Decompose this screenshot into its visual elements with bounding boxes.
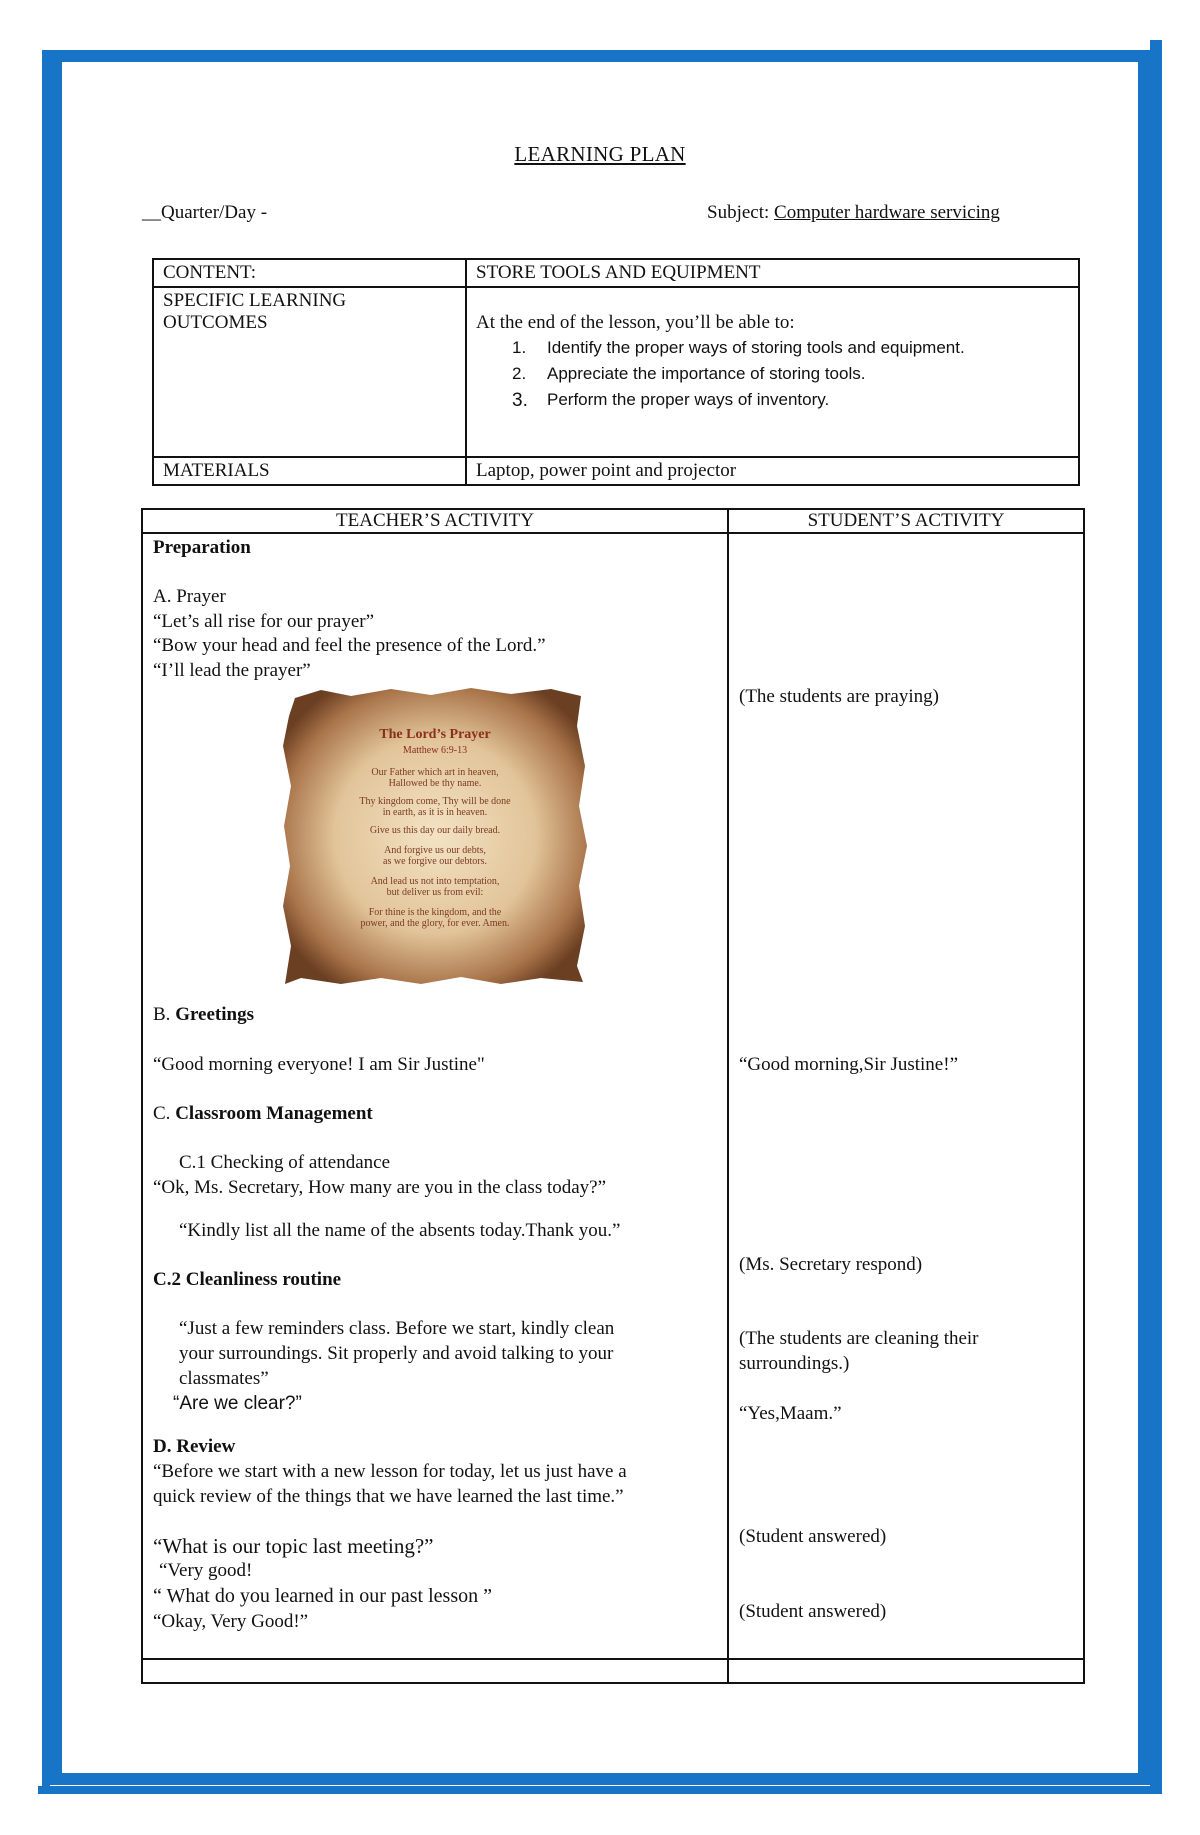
empty-cell-right (728, 1659, 1084, 1683)
parchment-line: Our Father which art in heaven, (371, 767, 499, 778)
content-row (153, 259, 1079, 287)
frame-edge-right (1150, 40, 1162, 1792)
lords-prayer-image (281, 686, 589, 986)
student-praying: (The students are praying) (739, 686, 939, 707)
subject-label: Subject: (707, 202, 770, 223)
parchment-line: And lead us not into temptation, (370, 876, 500, 887)
student-answered: (Student answered) (739, 1601, 887, 1622)
outcome-item (512, 390, 1069, 412)
cleanliness-line: your surroundings. Sit properly and avoid talking to your (179, 1343, 614, 1364)
outcomes-row (153, 287, 1079, 457)
outcome-text: Identify the proper ways of storing tools and equipment. (547, 338, 965, 357)
outcomes-label-line-1: SPECIFIC LEARNING (163, 290, 347, 311)
frame-edge-bottom (38, 1786, 1162, 1794)
preparation-heading: Preparation (153, 537, 251, 558)
materials-value: Laptop, power point and projector (466, 457, 1079, 485)
clear-question: “Are we clear?” (173, 1393, 302, 1414)
classroom-management-heading (153, 1103, 373, 1125)
activities-header-row (142, 509, 1084, 533)
outcome-number: 3. (512, 390, 528, 411)
teacher-column (142, 533, 728, 1659)
parchment-line: in earth, as it is in heaven. (382, 807, 488, 818)
attendance-list-request: “Kindly list all the name of the absents today.Thank you.” (179, 1220, 621, 1241)
review-line: quick review of the things that we have learned the last time.” (153, 1486, 624, 1507)
quarter-day: __Quarter/Day - (142, 202, 268, 223)
parchment-line: Hallowed be thy name. (388, 778, 482, 789)
greetings-line: “Good morning everyone! I am Sir Justine" (153, 1054, 485, 1075)
teacher-header: TEACHER’S ACTIVITY (142, 509, 728, 533)
outcomes-intro: At the end of the lesson, you’ll be able to: (476, 312, 795, 333)
outcome-number: 2. (512, 364, 527, 383)
cleanliness-heading: C.2 Cleanliness routine (153, 1269, 342, 1290)
materials-label: MATERIALS (153, 457, 466, 485)
prayer-line: “Bow your head and feel the presence of the Lord.” (153, 635, 546, 656)
content-label: CONTENT: (153, 259, 466, 287)
very-good: “Very good! (159, 1560, 253, 1581)
parchment-line: Give us this day our daily bread. (369, 825, 501, 836)
outcome-text: Appreciate the importance of storing tools. (547, 364, 866, 383)
cleanliness-line: classmates” (179, 1368, 269, 1389)
cm-title: Classroom Management (175, 1103, 373, 1124)
outcomes-cell (466, 287, 1079, 457)
student-column (728, 533, 1084, 1659)
student-secretary: (Ms. Secretary respond) (739, 1254, 923, 1275)
activities-table (141, 508, 1085, 1684)
prayer-line: “Let’s all rise for our prayer” (153, 611, 375, 632)
content-value: STORE TOOLS AND EQUIPMENT (466, 259, 1079, 287)
activities-empty-row (142, 1659, 1084, 1683)
student-cleaning: (The students are cleaning their (739, 1328, 979, 1349)
student-answered: (Student answered) (739, 1526, 887, 1547)
parchment-ref: Matthew 6:9-13 (402, 745, 468, 756)
parchment-line: Thy kingdom come, Thy will be done (359, 796, 511, 807)
overview-table (152, 258, 1080, 486)
page-title: LEARNING PLAN (514, 142, 686, 166)
greetings-prefix: B. (153, 1004, 171, 1025)
parchment-line: power, and the glory, for ever. Amen. (360, 918, 510, 929)
review-line: “Before we start with a new lesson for today, let us just have a (153, 1461, 627, 1482)
frame-edge-left (42, 50, 50, 1794)
attendance-heading: C.1 Checking of attendance (179, 1152, 391, 1173)
cleanliness-line: “Just a few reminders class. Before we start, kindly clean (179, 1318, 615, 1339)
student-header: STUDENT’S ACTIVITY (728, 509, 1084, 533)
outcome-text: Perform the proper ways of inventory. (547, 390, 830, 409)
outcome-item (512, 364, 1069, 384)
outcome-number: 1. (512, 338, 527, 357)
parchment-title: The Lord’s Prayer (379, 727, 491, 742)
student-cleaning-cont: surroundings.) (739, 1353, 850, 1374)
parchment-line: as we forgive our debtors. (383, 856, 487, 867)
greetings-title: Greetings (175, 1004, 254, 1025)
prayer-heading: A. Prayer (153, 586, 226, 607)
greetings-heading (153, 1004, 254, 1026)
student-yes: “Yes,Maam.” (739, 1403, 842, 1424)
cm-prefix: C. (153, 1103, 171, 1124)
outcome-item (512, 338, 1069, 358)
attendance-question: “Ok, Ms. Secretary, How many are you in the class today?” (153, 1177, 607, 1198)
subject-line (707, 202, 1000, 224)
prayer-line: “I’ll lead the prayer” (153, 660, 311, 681)
learned-question: “ What do you learned in our past lesson ” (153, 1585, 492, 1607)
materials-row (153, 457, 1079, 485)
outcomes-label (153, 287, 466, 457)
empty-cell-left (142, 1659, 728, 1683)
activities-body-row (142, 533, 1084, 1659)
parchment-line: but deliver us from evil: (386, 887, 484, 898)
outcomes-list (476, 338, 1069, 412)
review-heading: D. Review (153, 1436, 236, 1457)
parchment-line: And forgive us our debts, (384, 845, 486, 856)
student-greeting: “Good morning,Sir Justine!” (739, 1054, 959, 1075)
subject-value: Computer hardware servicing (774, 202, 1000, 223)
outcomes-label-line-2: OUTCOMES (163, 312, 268, 333)
okay-very-good: “Okay, Very Good!” (153, 1611, 309, 1632)
parchment-line: For thine is the kingdom, and the (368, 907, 502, 918)
topic-question: “What is our topic last meeting?” (153, 1534, 434, 1558)
